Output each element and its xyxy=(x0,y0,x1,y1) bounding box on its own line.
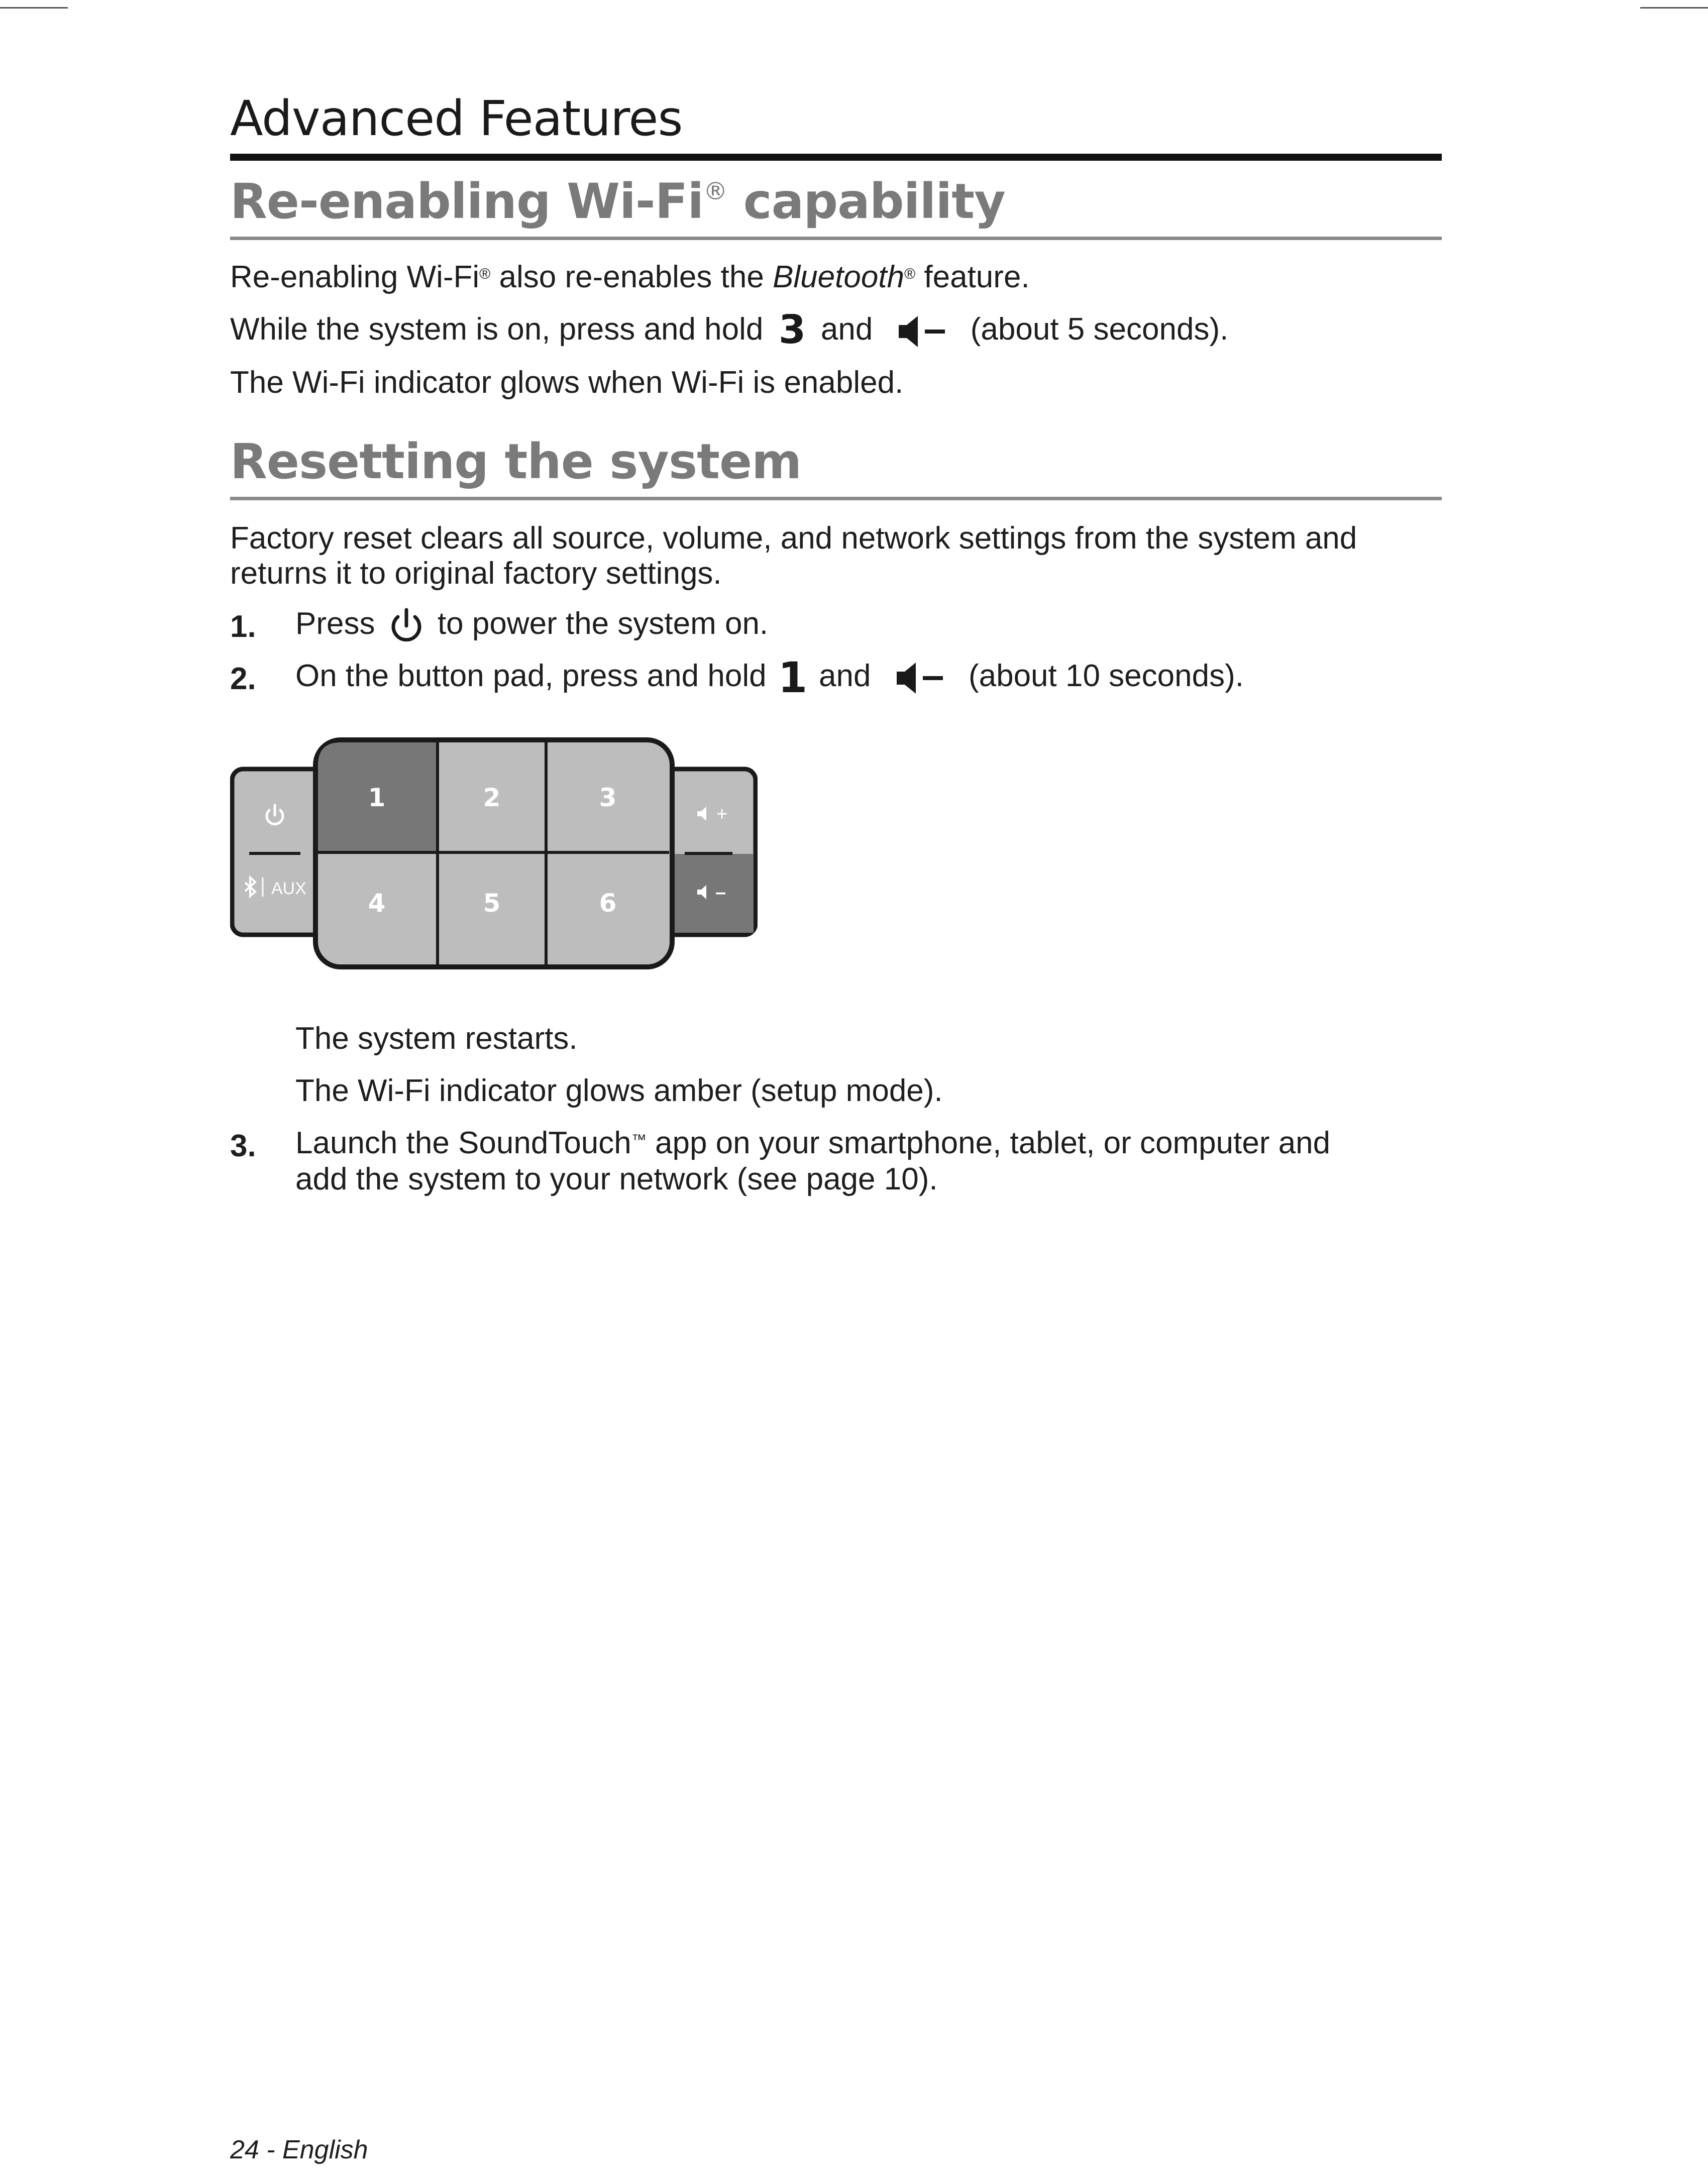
wifi-line-2 xyxy=(230,311,1228,349)
crop-mark-right xyxy=(1640,7,1708,9)
pad-key-5: 5 xyxy=(483,889,501,918)
heading-rule xyxy=(230,154,1442,161)
step3-b: app on your smartphone, tablet, or computer and xyxy=(646,1126,1331,1160)
pad-key-2: 2 xyxy=(483,783,501,812)
pad-key-4: 4 xyxy=(368,889,386,918)
wifi-line1-c: feature. xyxy=(915,260,1030,294)
bluetooth-word: Bluetooth xyxy=(773,260,905,294)
reset-section-rule xyxy=(230,497,1442,500)
step1-a: Press xyxy=(295,606,375,641)
step2-and: and xyxy=(819,659,871,693)
reg-mark: ® xyxy=(904,266,916,282)
key-3-glyph: 3 xyxy=(778,313,806,349)
key-1-icon xyxy=(775,659,810,697)
wifi-section-rule xyxy=(230,237,1442,240)
volume-down-icon xyxy=(897,314,962,349)
pad-vol-down-sign: – xyxy=(715,882,726,903)
page-heading: Advanced Features xyxy=(230,90,683,147)
step-text xyxy=(295,658,1244,697)
step3-a: Launch the SoundTouch xyxy=(295,1126,631,1160)
step2-a: On the button pad, press and hold xyxy=(295,659,767,693)
step-number: 2. xyxy=(230,662,256,696)
pad-key-3: 3 xyxy=(599,783,617,812)
pad-vol-up-sign: + xyxy=(716,804,728,825)
crop-mark-left xyxy=(0,7,68,9)
wifi-line2-and: and xyxy=(820,312,873,347)
pad-key-1: 1 xyxy=(368,783,386,812)
after-step-line-1: The system restarts. xyxy=(295,1021,578,1056)
step2-b: (about 10 seconds). xyxy=(968,659,1244,693)
wifi-line2-end: (about 5 seconds). xyxy=(970,312,1229,347)
after-step-line-2: The Wi-Fi indicator glows amber (setup mode). xyxy=(295,1073,943,1108)
tm-mark: ™ xyxy=(631,1132,647,1148)
power-icon xyxy=(384,607,429,645)
wifi-section-title xyxy=(230,173,1005,230)
wifi-line-3: The Wi-Fi indicator glows when Wi-Fi is enabled. xyxy=(230,365,904,400)
wifi-title-main: Re-enabling Wi-Fi xyxy=(230,173,704,230)
step-text xyxy=(295,1125,1330,1161)
reg-mark: ® xyxy=(479,266,491,282)
wifi-title-reg: ® xyxy=(703,177,727,205)
key-3-icon xyxy=(772,314,812,349)
volume-down-icon xyxy=(895,661,960,696)
step-number: 3. xyxy=(230,1129,256,1163)
page-footer: 24 - English xyxy=(230,2135,368,2164)
step1-b: to power the system on. xyxy=(437,606,769,641)
step-text-cont: add the system to your network (see page 10). xyxy=(295,1162,938,1196)
wifi-line1-a: Re-enabling Wi-Fi xyxy=(230,260,480,294)
key-1-glyph: 1 xyxy=(778,659,808,697)
button-pad-illustration xyxy=(230,736,758,972)
wifi-line2-a: While the system is on, press and hold xyxy=(230,312,764,347)
step-text xyxy=(295,606,768,645)
pad-key-6: 6 xyxy=(599,889,617,918)
reset-intro-1: Factory reset clears all source, volume, and network settings from the system and xyxy=(230,521,1357,556)
vol-down-highlight xyxy=(667,854,754,933)
reset-section-title: Resetting the system xyxy=(230,433,802,490)
reset-intro-2: returns it to original factory settings. xyxy=(230,556,722,591)
pad-aux-label: AUX xyxy=(271,879,306,898)
wifi-line1-b: also re-enables the xyxy=(490,260,773,294)
step-number: 1. xyxy=(230,609,256,644)
wifi-line-1 xyxy=(230,259,1030,295)
wifi-title-end: capability xyxy=(727,173,1005,230)
